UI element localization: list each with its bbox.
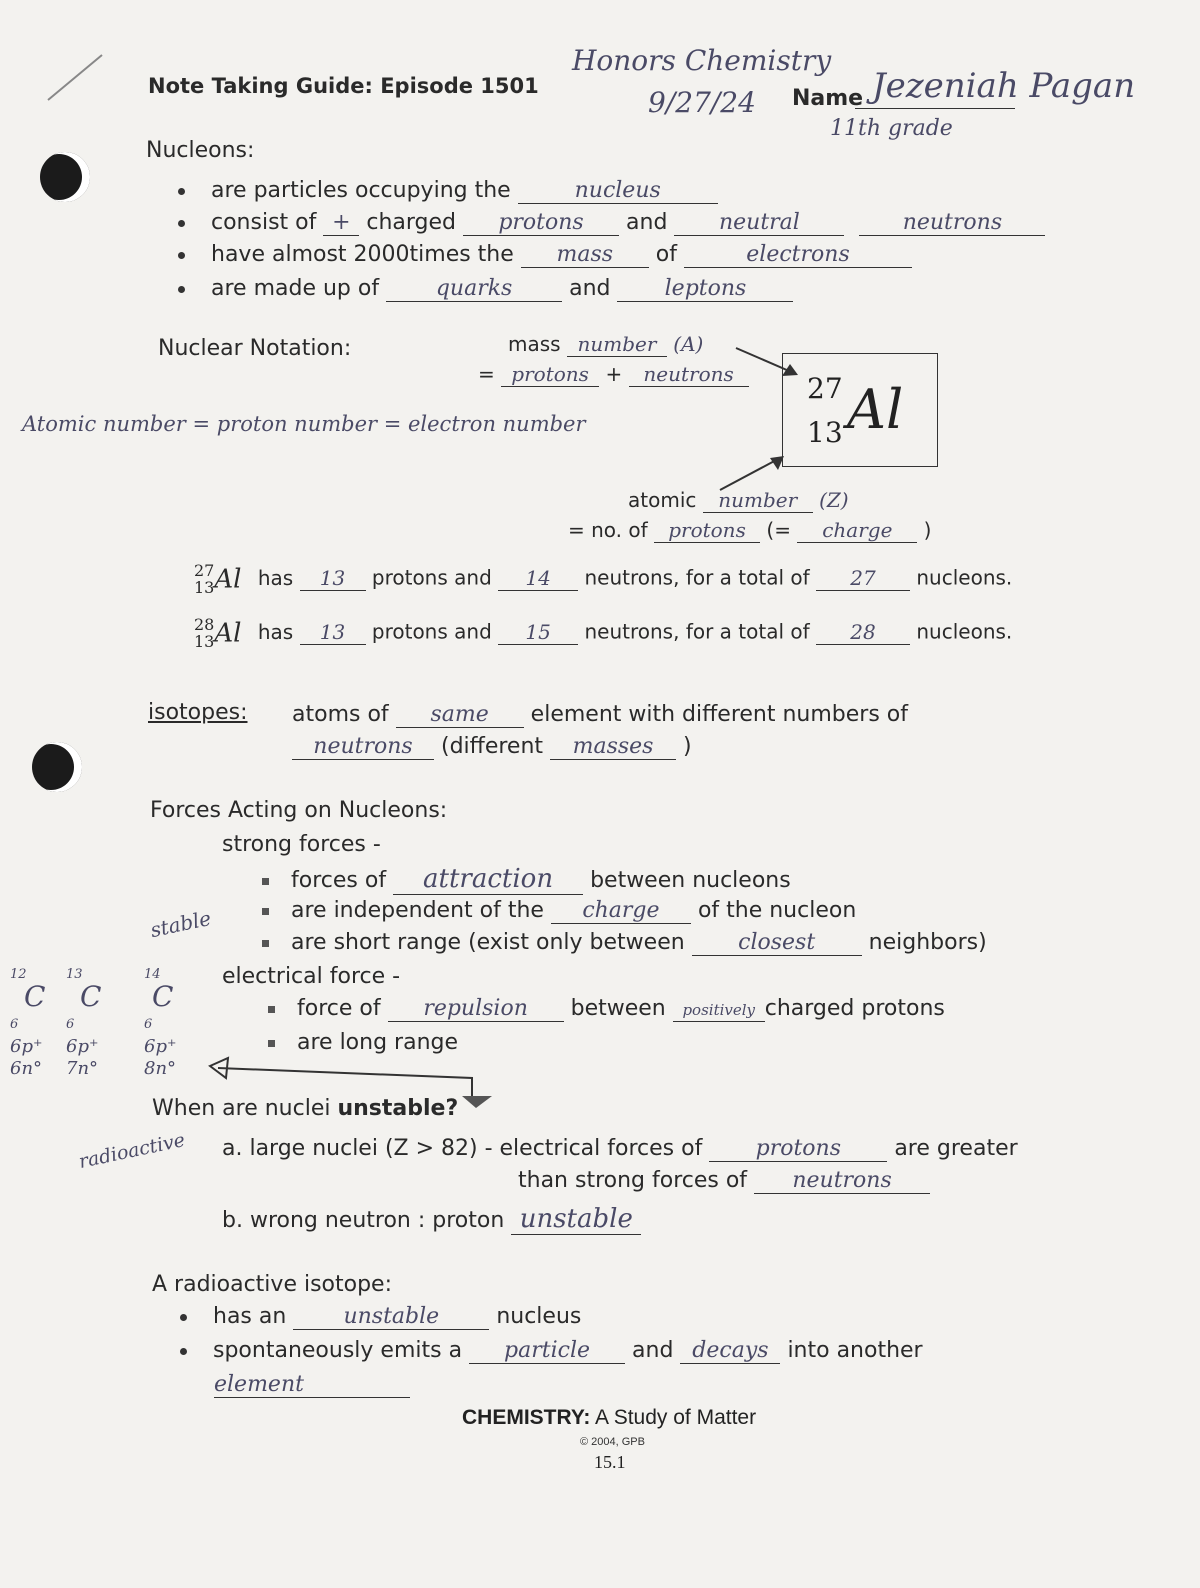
mass-number-line: mass number (A) <box>508 332 704 356</box>
pencil-mark <box>40 50 110 110</box>
unstable-a-line-1: a. large nuclei (Z > 82) - electrical forces of protons are greater <box>222 1136 1018 1161</box>
unstable-b-line: b. wrong neutron : proton unstable <box>222 1204 641 1235</box>
student-name: Jezeniah Pagan <box>872 66 1136 106</box>
isotopes-label: isotopes: <box>148 700 248 725</box>
electrical-force-1: force of repulsion between positively charged protons <box>268 996 945 1022</box>
nucleons-line-1: are particles occupying the nucleus <box>178 178 718 204</box>
radioactive-line-1: has an unstable nucleus <box>180 1304 581 1330</box>
unstable-a-line-2: than strong forces of neutrons <box>518 1168 930 1194</box>
footer-title: CHEMISTRY: A Study of Matter <box>462 1406 757 1429</box>
strong-force-1: forces of attraction between nucleons <box>262 864 791 895</box>
box-element-symbol: Al <box>847 378 904 441</box>
notation-heading: Nuclear Notation: <box>158 336 352 361</box>
grade: 11th grade <box>830 116 953 141</box>
carbon-13-note: 13 C 6 6p⁺ 7n° <box>66 967 102 1079</box>
atomic-number-note: Atomic number = proton number = electron number <box>22 412 586 436</box>
strong-force-3: are short range (exist only between closest neighbors) <box>262 930 987 956</box>
nucleons-line-2: consist of + charged protons and neutral neutrons <box>178 210 1045 236</box>
punch-hole-top <box>40 152 90 202</box>
isotopes-line-1: atoms of same element with different numbers of <box>292 702 909 727</box>
name-label: Name <box>792 86 864 111</box>
name-line <box>855 108 1015 109</box>
radioactive-note: radioactive <box>76 1129 187 1173</box>
punch-hole-middle <box>32 742 82 792</box>
notation-arrows <box>700 340 820 500</box>
date: 9/27/24 <box>648 86 756 119</box>
unstable-heading: When are nuclei unstable? <box>152 1096 459 1121</box>
nucleons-line-4: are made up of quarks and leptons <box>178 276 793 302</box>
nucleons-heading: Nucleons: <box>146 138 255 163</box>
mass-equation-line: = protons + neutrons <box>478 362 749 387</box>
atomic-number-line: atomic number (Z) <box>628 488 849 512</box>
box-atomic-number: 13 <box>807 416 843 449</box>
isotopes-line-2: neutrons (different masses ) <box>292 734 692 760</box>
guide-title: Note Taking Guide: Episode 1501 <box>148 74 539 98</box>
nucleons-line-3: have almost 2000times the mass of electrons <box>178 242 912 268</box>
footer-page-number: 15.1 <box>594 1452 626 1472</box>
radioactive-heading: A radioactive isotope: <box>152 1272 393 1297</box>
radioactive-line-2: spontaneously emits a particle and decays into another <box>180 1338 923 1364</box>
carbon-14-note: 14 C 6 6p⁺ 8n° <box>144 967 177 1079</box>
footer-copyright: © 2004, GPB <box>580 1436 645 1448</box>
electrical-force-label: electrical force - <box>222 964 401 989</box>
course-name: Honors Chemistry <box>572 44 832 77</box>
box-mass-number: 27 <box>807 372 843 405</box>
radioactive-line-3: element <box>214 1372 410 1398</box>
carbon-12-note: 12 C 6 6p⁺ 6n° <box>10 967 46 1079</box>
protons-charge-line: = no. of protons (= charge ) <box>568 518 932 542</box>
electrical-force-2: are long range <box>268 1030 458 1055</box>
stable-note: stable <box>148 905 214 943</box>
strong-forces-label: strong forces - <box>222 832 381 857</box>
strong-force-2: are independent of the charge of the nucleon <box>262 898 856 924</box>
isotope-row-2: 28 13Al has 13 protons and 15 neutrons, for a total of 28 nucleons. <box>194 615 1013 651</box>
isotope-row-1: 27 13Al has 13 protons and 14 neutrons, for a total of 27 nucleons. <box>194 561 1013 597</box>
forces-heading: Forces Acting on Nucleons: <box>150 798 448 823</box>
